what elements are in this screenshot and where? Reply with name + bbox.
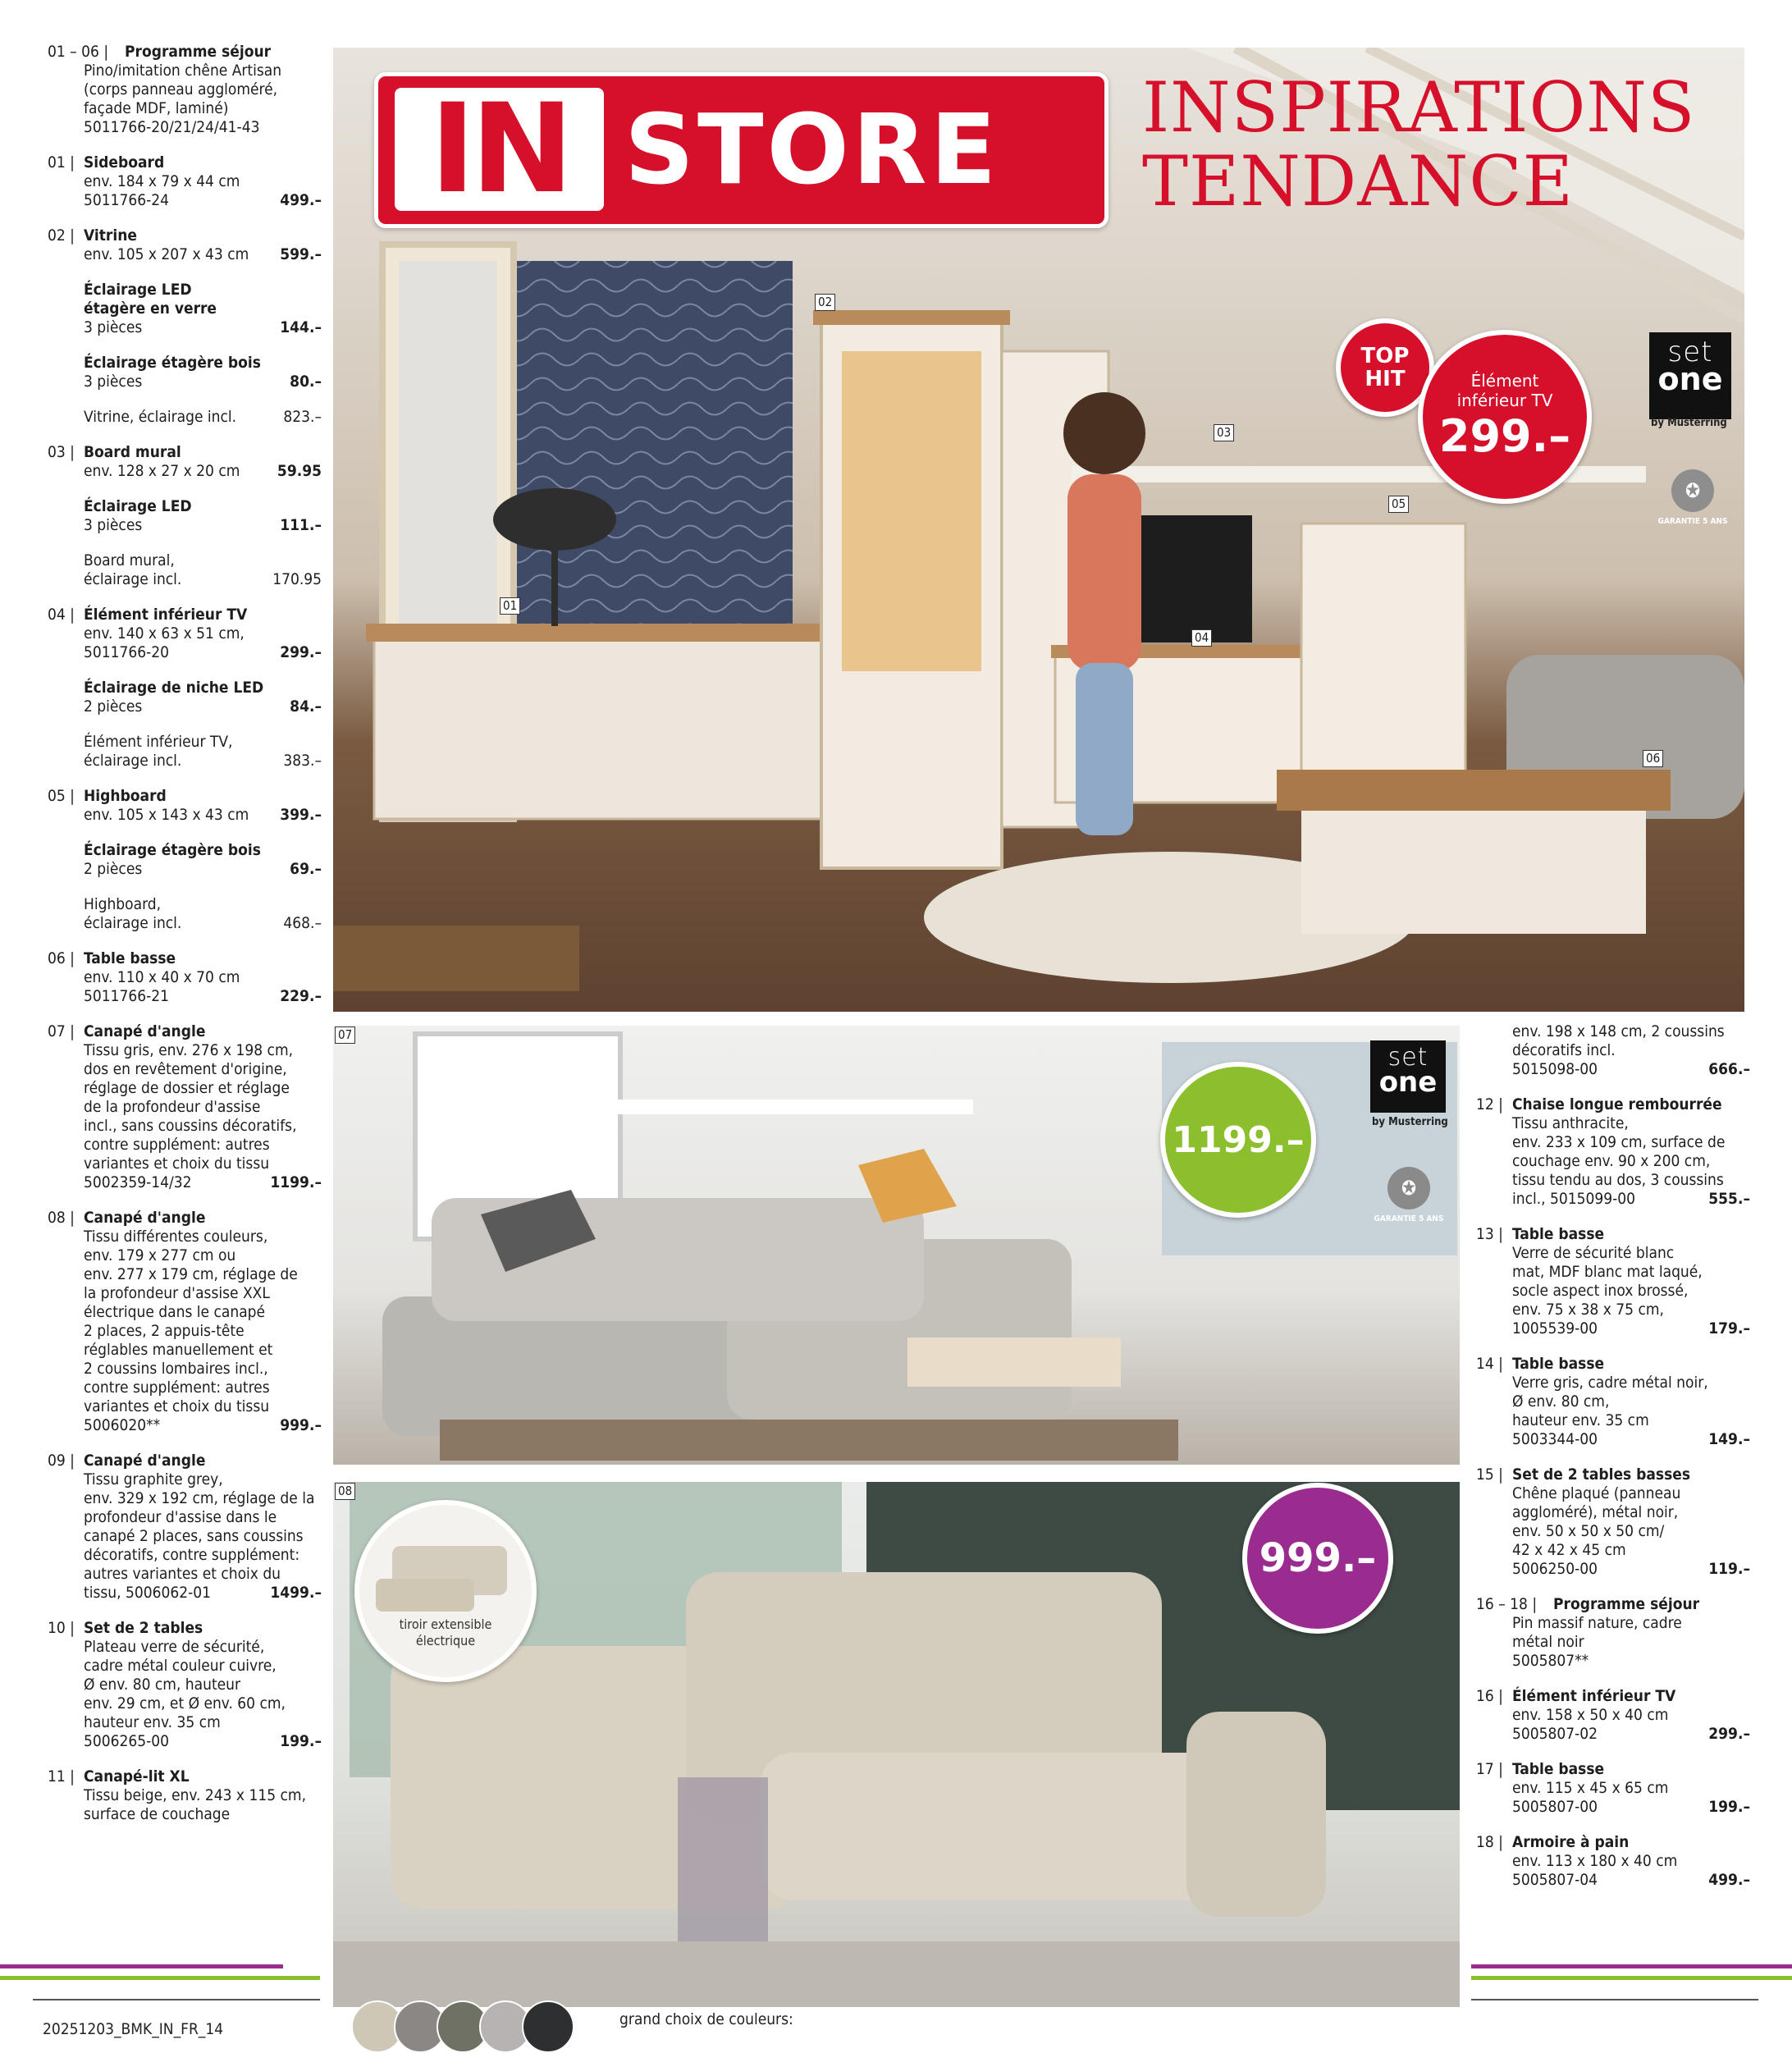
item-article-no: 5005807-00 bbox=[1512, 1798, 1598, 1816]
by-musterring-text: by Musterring bbox=[1372, 1116, 1448, 1128]
item-price: 599.– bbox=[280, 245, 322, 263]
right-product-column-top bbox=[1471, 1022, 1750, 1906]
logo-in-text: IN bbox=[429, 78, 569, 221]
by-musterring-text: by Musterring bbox=[1651, 417, 1727, 429]
item-article-no: 5006020** bbox=[84, 1416, 161, 1434]
item-desc: Tissu beige, env. 243 x 115 cm, bbox=[84, 1786, 306, 1804]
drawer-caption-line: tiroir extensible bbox=[399, 1616, 492, 1632]
item-title: Set de 2 tables bbox=[84, 1619, 203, 1637]
item-article-no: 5005807** bbox=[1512, 1652, 1589, 1670]
option-entry bbox=[84, 841, 322, 879]
drawer-caption-line: électrique bbox=[415, 1633, 476, 1648]
item-desc: mat, MDF blanc mat laqué, bbox=[1512, 1263, 1703, 1281]
tv-price-badge bbox=[1418, 330, 1592, 504]
product-entry-14 bbox=[1471, 1355, 1750, 1449]
guarantee-badge bbox=[1657, 469, 1728, 526]
item-desc: aggloméré), métal noir, bbox=[1512, 1503, 1679, 1521]
item-desc: env. 29 cm, et Ø env. 60 cm, bbox=[84, 1694, 286, 1712]
item-title: Set de 2 tables basses bbox=[1512, 1465, 1691, 1484]
item-number: 12 | bbox=[1476, 1095, 1503, 1113]
item-desc: env. 105 x 143 x 43 cm bbox=[84, 806, 249, 824]
item-article-no: 5002359-14/32 bbox=[84, 1173, 192, 1191]
headline-line-2: TENDANCE bbox=[1142, 141, 1574, 222]
logo-store-text: STORE bbox=[624, 93, 1000, 206]
item-desc: Ø env. 80 cm, hauteur bbox=[84, 1676, 241, 1694]
item-desc: décoratifs, contre supplément: bbox=[84, 1546, 300, 1564]
option-title: Éclairage étagère bois bbox=[84, 354, 261, 372]
item-desc: env. 184 x 79 x 44 cm bbox=[84, 172, 240, 190]
item-desc: Tissu anthracite, bbox=[1512, 1114, 1629, 1132]
total-price: 823.– bbox=[283, 408, 322, 426]
top-hit-text: TOP HIT bbox=[1360, 344, 1410, 391]
item-number: 13 | bbox=[1476, 1225, 1503, 1243]
photo-tag: 07 bbox=[335, 1026, 355, 1044]
item-title: Canapé d'angle bbox=[84, 1209, 206, 1227]
item-title: Table basse bbox=[1512, 1225, 1605, 1243]
option-desc: 3 pièces bbox=[84, 373, 143, 391]
product-entry-11-continued bbox=[1512, 1022, 1750, 1079]
item-title: Table basse bbox=[1512, 1760, 1605, 1778]
total-desc: Vitrine, éclairage incl. bbox=[84, 408, 237, 426]
item-article-no: 5005807-02 bbox=[1512, 1725, 1598, 1743]
item-desc: contre supplément: autres bbox=[84, 1136, 270, 1154]
item-desc: tissu tendu au dos, 3 coussins bbox=[1512, 1171, 1724, 1189]
item-price: 666.– bbox=[1708, 1060, 1750, 1078]
footer-rule-right-green bbox=[1471, 1976, 1792, 1980]
item-desc: Tissu graphite grey, bbox=[84, 1470, 223, 1488]
product-entry-02 bbox=[43, 226, 322, 264]
item-desc: env. 115 x 45 x 65 cm bbox=[1512, 1779, 1669, 1797]
item-number: 07 | bbox=[48, 1022, 75, 1040]
item-price: 119.– bbox=[1708, 1560, 1750, 1578]
item-price: 555.– bbox=[1708, 1190, 1750, 1208]
item-desc: variantes et choix du tissu bbox=[84, 1155, 270, 1173]
item-price: 199.– bbox=[280, 1732, 322, 1750]
product-entry-08 bbox=[43, 1209, 322, 1435]
product-entry-13 bbox=[1471, 1225, 1750, 1338]
item-desc: surface de couchage bbox=[84, 1805, 231, 1823]
item-title: Élément inférieur TV bbox=[1512, 1687, 1676, 1705]
item-desc: réglables manuellement et bbox=[84, 1341, 273, 1359]
item-price: 499.– bbox=[280, 191, 322, 209]
item-desc: hauteur env. 35 cm bbox=[84, 1713, 221, 1731]
item-number: 11 | bbox=[48, 1767, 75, 1786]
product-entry-11 bbox=[43, 1767, 322, 1824]
footer-rule-left-gray bbox=[33, 1999, 320, 2000]
product-entry-01-06 bbox=[43, 43, 322, 137]
item-desc: Tissu gris, env. 276 x 198 cm, bbox=[84, 1041, 294, 1059]
photo-tag: 05 bbox=[1388, 496, 1409, 513]
product-entry-15 bbox=[1471, 1465, 1750, 1579]
item-number: 01 – 06 | bbox=[48, 43, 109, 61]
item-number: 02 | bbox=[48, 226, 75, 245]
item-desc: env. 277 x 179 cm, réglage de bbox=[84, 1265, 298, 1283]
total-entry bbox=[84, 551, 322, 589]
set-one-logo-07 bbox=[1370, 1040, 1446, 1113]
option-price: 144.– bbox=[280, 318, 322, 336]
total-price: 383.– bbox=[283, 752, 322, 770]
option-desc: 2 pièces bbox=[84, 860, 143, 878]
item-desc: tissu, 5006062-01 bbox=[84, 1584, 211, 1602]
set-one-text: set bbox=[1667, 336, 1713, 368]
item-title: Élément inférieur TV bbox=[84, 606, 248, 624]
item-title: Canapé-lit XL bbox=[84, 1767, 190, 1786]
item-title: Sideboard bbox=[84, 153, 165, 171]
item-title: Board mural bbox=[84, 443, 181, 461]
photo-tag: 01 bbox=[500, 597, 520, 615]
item-number: 01 | bbox=[48, 153, 75, 171]
footer-rule-right-gray bbox=[1471, 1999, 1758, 2000]
product-entry-16 bbox=[1471, 1687, 1750, 1744]
footer-rule-right-purple bbox=[1471, 1964, 1792, 1968]
option-title: Éclairage LED bbox=[84, 281, 192, 299]
product-entry-12 bbox=[1471, 1095, 1750, 1209]
total-entry bbox=[84, 408, 322, 427]
price-07-text: 1199.– bbox=[1172, 1118, 1305, 1161]
product-entry-01 bbox=[43, 153, 322, 210]
footer-rule-left-green bbox=[0, 1976, 320, 1980]
item-article-no: 5003344-00 bbox=[1512, 1430, 1598, 1448]
colors-label: grand choix de couleurs: bbox=[619, 2010, 793, 2028]
photo-tag: 03 bbox=[1214, 424, 1234, 441]
item-desc: env. 110 x 40 x 70 cm bbox=[84, 968, 240, 986]
item-desc: socle aspect inox brossé, bbox=[1512, 1282, 1689, 1300]
total-entry bbox=[84, 895, 322, 933]
item-desc: env. 50 x 50 x 50 cm/ bbox=[1512, 1522, 1665, 1540]
footer-rule-left-purple bbox=[0, 1964, 283, 1968]
item-desc: env. 233 x 109 cm, surface de bbox=[1512, 1133, 1726, 1151]
item-desc: réglage de dossier et réglage bbox=[84, 1079, 290, 1097]
option-desc: 2 pièces bbox=[84, 697, 143, 716]
option-price: 111.– bbox=[280, 516, 322, 534]
product-entry-10 bbox=[43, 1619, 322, 1751]
color-swatches bbox=[351, 2000, 614, 2050]
total-entry bbox=[84, 733, 322, 770]
item-desc: Verre gris, cadre métal noir, bbox=[1512, 1374, 1708, 1392]
item-number: 05 | bbox=[48, 787, 75, 805]
item-title: Programme séjour bbox=[125, 43, 272, 61]
item-price: 149.– bbox=[1708, 1430, 1750, 1448]
item-price: 299.– bbox=[1708, 1725, 1750, 1743]
item-number: 06 | bbox=[48, 949, 75, 967]
item-number: 08 | bbox=[48, 1209, 75, 1227]
drawer-inset bbox=[354, 1500, 537, 1682]
item-price: 999.– bbox=[280, 1416, 322, 1434]
price-08-text: 999.– bbox=[1259, 1535, 1377, 1581]
photo-tag: 08 bbox=[335, 1483, 355, 1500]
item-article-no: 5011766-20/21/24/41-43 bbox=[84, 118, 260, 136]
item-number: 04 | bbox=[48, 606, 75, 624]
product-entry-17 bbox=[1471, 1760, 1750, 1817]
guarantee-badge-07 bbox=[1374, 1167, 1444, 1223]
item-number: 16 – 18 | bbox=[1476, 1595, 1538, 1613]
item-number: 09 | bbox=[48, 1452, 75, 1470]
item-desc: Pin massif nature, cadre bbox=[1512, 1614, 1682, 1632]
item-desc: 42 x 42 x 45 cm bbox=[1512, 1541, 1626, 1559]
item-desc: 2 coussins lombaires incl., bbox=[84, 1360, 268, 1378]
option-title: Éclairage de niche LED bbox=[84, 679, 264, 697]
item-title: Armoire à pain bbox=[1512, 1833, 1630, 1851]
photo-tag: 04 bbox=[1191, 629, 1212, 647]
item-desc: env. 158 x 50 x 40 cm bbox=[1512, 1706, 1669, 1724]
item-price: 1199.– bbox=[270, 1173, 322, 1191]
item-number: 14 | bbox=[1476, 1355, 1503, 1373]
option-title: étagère en verre bbox=[84, 299, 217, 318]
price-badge-08 bbox=[1242, 1483, 1393, 1634]
item-title: Vitrine bbox=[84, 226, 137, 245]
item-desc: Pino/imitation chêne Artisan bbox=[84, 62, 282, 80]
item-price: 499.– bbox=[1708, 1871, 1750, 1889]
item-title: Chaise longue rembourrée bbox=[1512, 1095, 1722, 1113]
tv-price: 299.– bbox=[1438, 410, 1571, 462]
color-swatch[interactable] bbox=[522, 2000, 574, 2053]
item-number: 15 | bbox=[1476, 1465, 1503, 1484]
item-desc: couchage env. 90 x 200 cm, bbox=[1512, 1152, 1711, 1170]
option-desc: 3 pièces bbox=[84, 318, 143, 336]
item-number: 17 | bbox=[1476, 1760, 1503, 1778]
option-price: 84.– bbox=[290, 697, 322, 716]
item-article-no: 5011766-24 bbox=[84, 191, 170, 209]
item-desc: incl., sans coussins décoratifs, bbox=[84, 1117, 297, 1135]
item-desc: env. 128 x 27 x 20 cm bbox=[84, 462, 240, 480]
product-entry-07 bbox=[43, 1022, 322, 1192]
option-entry bbox=[84, 679, 322, 716]
set-one-text: one bbox=[1657, 361, 1723, 397]
item-price: 199.– bbox=[1708, 1798, 1750, 1816]
headline-line-1: INSPIRATIONS bbox=[1142, 67, 1696, 148]
item-number: 16 | bbox=[1476, 1687, 1503, 1705]
item-number: 18 | bbox=[1476, 1833, 1503, 1851]
item-price: 1499.– bbox=[270, 1584, 322, 1602]
left-product-column bbox=[43, 43, 322, 1840]
item-desc: env. 75 x 38 x 75 cm, bbox=[1512, 1301, 1664, 1319]
item-number: 10 | bbox=[48, 1619, 75, 1637]
product-entry-03 bbox=[43, 443, 322, 481]
total-price: 468.– bbox=[283, 914, 322, 932]
item-desc: électrique dans le canapé bbox=[84, 1303, 266, 1321]
item-desc: variantes et choix du tissu bbox=[84, 1397, 270, 1415]
total-desc: éclairage incl. bbox=[84, 570, 182, 588]
logo-in-block bbox=[395, 78, 604, 221]
item-desc: Verre de sécurité blanc bbox=[1512, 1244, 1675, 1262]
product-entry-09 bbox=[43, 1452, 322, 1603]
item-desc: Plateau verre de sécurité, bbox=[84, 1638, 265, 1656]
product-entry-16-18 bbox=[1471, 1595, 1750, 1671]
item-article-no: 1005539-00 bbox=[1512, 1319, 1598, 1337]
price-badge-07 bbox=[1160, 1062, 1316, 1218]
item-desc: (corps panneau aggloméré, bbox=[84, 80, 278, 98]
total-desc: éclairage incl. bbox=[84, 914, 182, 932]
option-title: Éclairage LED bbox=[84, 497, 192, 515]
item-article-no: 5006265-00 bbox=[84, 1732, 170, 1750]
footer-code: 20251203_BMK_IN_FR_14 bbox=[43, 2020, 224, 2038]
product-entry-04 bbox=[43, 606, 322, 662]
item-desc: cadre métal couleur cuivre, bbox=[84, 1657, 277, 1675]
item-desc: profondeur d'assise dans le bbox=[84, 1508, 277, 1526]
set-one-text: set bbox=[1387, 1043, 1429, 1072]
total-desc: éclairage incl. bbox=[84, 752, 182, 770]
item-desc: env. 140 x 63 x 51 cm, bbox=[84, 624, 245, 642]
set-one-text: one bbox=[1378, 1066, 1438, 1099]
item-desc: Tissu différentes couleurs, bbox=[84, 1228, 268, 1246]
option-price: 80.– bbox=[290, 373, 322, 391]
item-price: 399.– bbox=[280, 806, 322, 824]
option-entry bbox=[84, 497, 322, 535]
option-entry bbox=[84, 281, 322, 337]
item-article-no: 5011766-21 bbox=[84, 987, 170, 1005]
item-article-no: 5011766-20 bbox=[84, 643, 170, 661]
item-desc: décoratifs incl. bbox=[1512, 1041, 1616, 1059]
item-desc: contre supplément: autres bbox=[84, 1379, 270, 1397]
item-desc: env. 329 x 192 cm, réglage de la bbox=[84, 1489, 315, 1507]
item-number: 03 | bbox=[48, 443, 75, 461]
item-title: Table basse bbox=[84, 949, 176, 967]
drawer-inset-illustration bbox=[359, 1521, 532, 1628]
set-one-logo bbox=[1649, 332, 1731, 419]
item-desc: autres variantes et choix du bbox=[84, 1565, 281, 1583]
product-entry-05 bbox=[43, 787, 322, 825]
item-title: Canapé d'angle bbox=[84, 1452, 206, 1470]
option-title: Éclairage étagère bois bbox=[84, 841, 261, 859]
item-price: 299.– bbox=[280, 643, 322, 661]
item-desc: env. 105 x 207 x 43 cm bbox=[84, 245, 249, 263]
product-entry-18 bbox=[1471, 1833, 1750, 1890]
guarantee-icon: ✪ bbox=[1387, 1167, 1430, 1209]
item-desc: de la profondeur d'assise bbox=[84, 1098, 261, 1116]
item-desc: env. 113 x 180 x 40 cm bbox=[1512, 1852, 1678, 1870]
item-desc: env. 179 x 277 cm ou bbox=[84, 1246, 236, 1264]
item-desc: métal noir bbox=[1512, 1633, 1584, 1651]
item-desc: façade MDF, laminé) bbox=[84, 99, 229, 117]
product-entry-06 bbox=[43, 949, 322, 1006]
item-desc: canapé 2 places, sans coussins bbox=[84, 1527, 304, 1545]
item-desc: env. 198 x 148 cm, 2 coussins bbox=[1512, 1022, 1725, 1040]
item-desc: incl., 5015099-00 bbox=[1512, 1190, 1636, 1208]
total-price: 170.95 bbox=[272, 570, 322, 588]
item-article-no: 5015098-00 bbox=[1512, 1060, 1598, 1078]
photo-tag: 02 bbox=[815, 294, 835, 311]
option-entry bbox=[84, 354, 322, 391]
item-price: 229.– bbox=[280, 987, 322, 1005]
item-title: Table basse bbox=[1512, 1355, 1605, 1373]
item-article-no: 5005807-04 bbox=[1512, 1871, 1598, 1889]
item-price: 179.– bbox=[1708, 1319, 1750, 1337]
item-desc: hauteur env. 35 cm bbox=[1512, 1411, 1649, 1429]
item-desc: dos en revêtement d'origine, bbox=[84, 1060, 287, 1078]
tv-label: Élément bbox=[1470, 371, 1539, 391]
photo-tag: 06 bbox=[1643, 750, 1663, 767]
total-desc: Highboard, bbox=[84, 895, 162, 913]
item-desc: la profondeur d'assise XXL bbox=[84, 1284, 270, 1302]
headline bbox=[1142, 67, 1696, 222]
instore-logo bbox=[374, 72, 1109, 228]
item-title: Highboard bbox=[84, 787, 167, 805]
item-price: 59.95 bbox=[277, 462, 322, 480]
item-desc: Chêne plaqué (panneau bbox=[1512, 1484, 1681, 1502]
item-title: Programme séjour bbox=[1553, 1595, 1700, 1613]
guarantee-icon: ✪ bbox=[1671, 469, 1714, 512]
total-desc: Board mural, bbox=[84, 551, 175, 569]
tv-label: inférieur TV bbox=[1456, 391, 1553, 410]
guarantee-text: GARANTIE 5 ANS bbox=[1657, 517, 1728, 526]
drawer-caption bbox=[359, 1616, 532, 1649]
option-desc: 3 pièces bbox=[84, 516, 143, 534]
item-article-no: 5006250-00 bbox=[1512, 1560, 1598, 1578]
item-title: Canapé d'angle bbox=[84, 1022, 206, 1040]
item-desc: 2 places, 2 appuis-tête bbox=[84, 1322, 245, 1340]
guarantee-text: GARANTIE 5 ANS bbox=[1374, 1214, 1444, 1223]
item-desc: Ø env. 80 cm, bbox=[1512, 1392, 1610, 1411]
option-price: 69.– bbox=[290, 860, 322, 878]
total-desc: Élément inférieur TV, bbox=[84, 733, 233, 751]
